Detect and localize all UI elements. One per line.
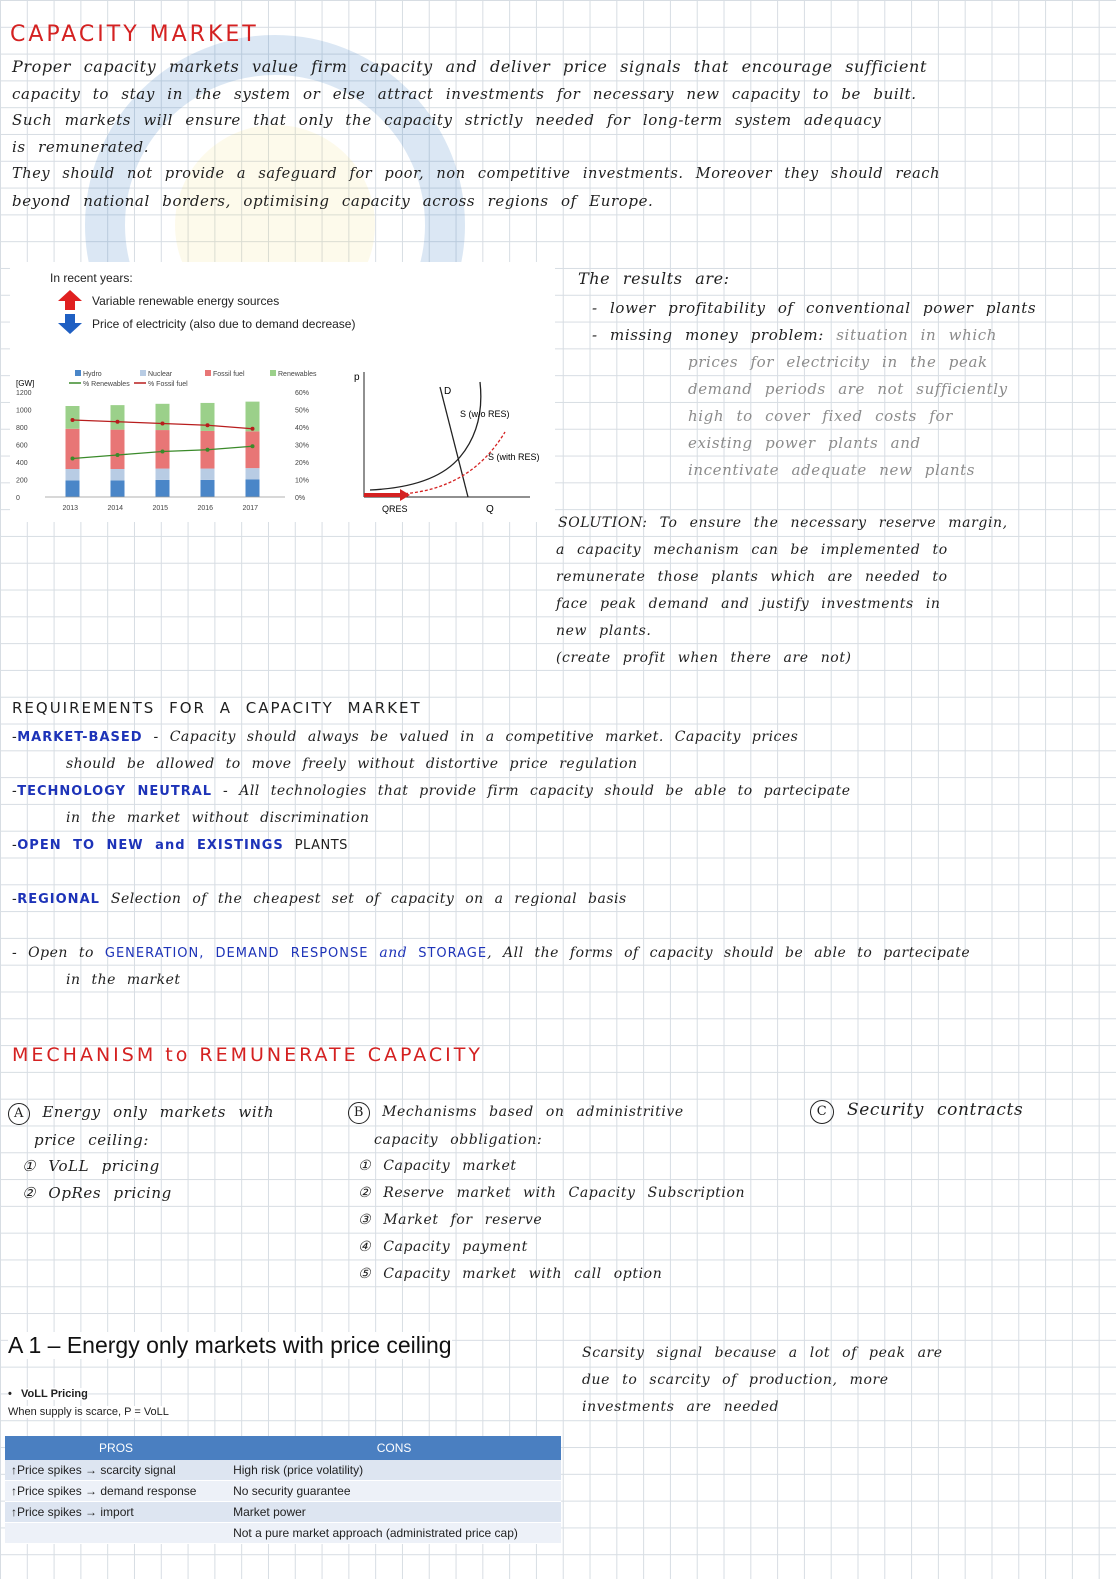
y-axis-label: [GW]: [16, 379, 35, 388]
bar-segment: [111, 469, 125, 480]
intro-line-5: They should not provide a safeguard for poor, non competitive investments. Moreover they should reach: [12, 166, 941, 182]
mech-b-item-3: ③ Market for reserve: [358, 1212, 543, 1228]
mechanism-title: MECHANISM to REMUNERATE CAPACITY: [12, 1044, 483, 1066]
supply-with-res-curve: [400, 432, 505, 494]
intro-line-6: beyond national borders, optimising capacity across regions of Europe.: [12, 192, 654, 210]
supply-wo-res-label: S (w/o RES): [460, 409, 510, 419]
req-pre-open-to: - Open to: [12, 945, 94, 961]
y2-tick-label: 40%: [295, 425, 310, 432]
legend-swatch: [140, 370, 146, 376]
mech-c-title-text: Security contracts: [847, 1100, 1024, 1120]
y2-tick-label: 50%: [295, 407, 310, 415]
a1-note-3: investments are needed: [582, 1399, 780, 1415]
bar-segment: [66, 406, 80, 429]
results-line-5: incentivate adequate new plants: [688, 461, 976, 479]
legend-label: Fossil fuel: [213, 371, 245, 378]
y-tick-label: 0: [16, 495, 20, 502]
table-row: [5, 1523, 561, 1544]
sd-x-label: Q: [486, 504, 494, 515]
req-key-regional: REGIONAL: [17, 892, 100, 907]
req-text-open: PLANTS: [294, 838, 348, 853]
a1-bullet-text: VoLL Pricing: [21, 1388, 88, 1400]
req-market-based: -MARKET-BASED - Capacity should always be valued in a competitive market. Capacity prices: [12, 729, 799, 745]
results-item-2-rest: situation in which: [836, 326, 998, 344]
bar-segment: [66, 480, 80, 497]
mech-c-letter: C: [810, 1100, 834, 1124]
x-tick-label: 2016: [197, 505, 214, 512]
y2-tick-label: 0%: [295, 495, 306, 502]
y-tick-label: 1000: [16, 407, 32, 415]
x-tick-label: 2017: [242, 505, 259, 512]
req-market-based-2: should be allowed to move freely without distortive price regulation: [66, 756, 638, 772]
y2-tick-label: 20%: [295, 460, 310, 467]
table-row: [5, 1460, 561, 1481]
table-header-cons: CONS: [227, 1436, 561, 1460]
intro-line-1: Proper capacity markets value firm capacity and deliver price signals that encourage sufficient: [12, 57, 927, 76]
mech-a-item-2: ② OpRes pricing: [22, 1184, 172, 1202]
arrow-up-icon: [58, 290, 82, 310]
bar-segment: [156, 430, 170, 469]
mech-a-title-2: price ceiling:: [34, 1131, 150, 1149]
bar-segment: [111, 480, 125, 497]
results-heading: The results are:: [578, 269, 730, 288]
legend-label: Hydro: [83, 371, 102, 378]
req-text-tech-neutral: - All technologies that provide firm capacity should be able to partecipate: [223, 783, 851, 799]
pros-cons-table: [5, 1436, 561, 1544]
bar-segment: [156, 404, 170, 430]
a1-note-1: Scarsity signal because a lot of peak are: [582, 1345, 943, 1361]
mech-c-title: [810, 1097, 1023, 1124]
y2-tick-label: 60%: [295, 390, 310, 397]
table-header-pros: PROS: [5, 1436, 227, 1460]
table-cell: ↑Price spikes → demand response: [5, 1481, 227, 1502]
req-key-tech-neutral: TECHNOLOGY NEUTRAL: [17, 784, 213, 799]
bar-chart: [10, 362, 320, 517]
a1-title: A 1 – Energy only markets with price ceiling: [8, 1332, 452, 1358]
req-open: -OPEN TO NEW and EXISTINGS PLANTS: [12, 837, 348, 853]
intro-line-3: Such markets will ensure that only the capacity strictly needed for long-term system adequacy: [12, 111, 882, 129]
y2-tick-label: 30%: [295, 442, 310, 450]
req-key-generation: GENERATION, DEMAND RESPONSE: [104, 946, 369, 961]
page-title: CAPACITY MARKET: [10, 22, 259, 47]
mech-a-title-text: Energy only markets with: [42, 1103, 275, 1121]
req-regional: -REGIONAL Selection of the cheapest set of capacity on a regional basis: [12, 891, 627, 907]
down-label: Price of electricity (also due to demand decrease): [92, 317, 356, 331]
solution-line-2: a capacity mechanism can be implemented to: [556, 542, 948, 558]
a1-bullet: • VoLL Pricing: [8, 1388, 88, 1400]
table-row: [5, 1502, 561, 1523]
table-cell: High risk (price volatility): [227, 1460, 561, 1481]
table-cell: No security guarantee: [227, 1481, 561, 1502]
results-line-2: demand periods are not sufficiently: [688, 380, 1008, 398]
y-tick-label: 600: [16, 442, 28, 450]
solution-line-4: face peak demand and justify investments in: [556, 596, 941, 612]
table-cell: ↑Price spikes → import: [5, 1502, 227, 1523]
a1-subtitle: When supply is scarce, P = VoLL: [8, 1406, 169, 1418]
intro-line-2: capacity to stay in the system or else attract investments for necessary new capacity to be built.: [12, 85, 917, 103]
legend-swatch: [205, 370, 211, 376]
bar-segment: [246, 468, 260, 479]
supply-with-res-label: S (with RES): [488, 452, 540, 462]
requirements-heading: REQUIREMENTS FOR A CAPACITY MARKET: [12, 699, 422, 717]
legend-swatch: [75, 370, 81, 376]
mech-a-title: [8, 1099, 274, 1126]
bar-segment: [111, 405, 125, 430]
supply-demand-chart: [340, 362, 540, 517]
intro-line-4: is remunerated.: [12, 138, 150, 156]
up-label: Variable renewable energy sources: [92, 294, 280, 308]
req-and: and: [379, 945, 408, 961]
bar-segment: [66, 429, 80, 469]
y-tick-label: 200: [16, 477, 28, 485]
sd-y-label: p: [354, 372, 360, 383]
bar-segment: [156, 469, 170, 480]
bar-segment: [156, 480, 170, 497]
x-tick-label: 2013: [62, 505, 79, 512]
table-row: [5, 1481, 561, 1502]
req-text-open-to: , All the forms of capacity should be able to partecipate: [487, 945, 971, 961]
bar-segment: [201, 480, 215, 497]
bar-segment: [246, 431, 260, 468]
q-res-arrow: [364, 489, 410, 501]
req-open-to: [12, 940, 970, 968]
x-tick-label: 2015: [152, 505, 169, 512]
bar-segment: [246, 480, 260, 498]
bar-segment: [201, 469, 215, 480]
a1-note-2: due to scarcity of production, more: [582, 1372, 889, 1388]
y-tick-label: 800: [16, 425, 28, 432]
req-tech-neutral-2: in the market without discrimination: [66, 810, 370, 826]
req-text-market-based: - Capacity should always be valued in a competitive market. Capacity prices: [153, 729, 799, 745]
results-item-1: - lower profitability of conventional power plants: [592, 299, 1037, 317]
demand-label: D: [444, 386, 452, 397]
mech-b-letter: B: [348, 1102, 370, 1124]
mech-b-title-2: capacity obbligation:: [374, 1132, 543, 1148]
table-cell: Market power: [227, 1502, 561, 1523]
req-key-market-based: MARKET-BASED: [17, 730, 143, 745]
arrow-down-icon: [58, 314, 82, 334]
solution-line-5: new plants.: [556, 623, 652, 639]
results-item-2-head: - missing money problem:: [592, 326, 824, 344]
y2-tick-label: 10%: [295, 477, 310, 485]
legend-label: Renewables: [278, 371, 317, 378]
req-key-storage: STORAGE: [418, 946, 488, 961]
req-text-regional: Selection of the cheapest set of capacity on a regional basis: [110, 891, 627, 907]
bar-segment: [66, 469, 80, 480]
mech-b-item-1: ① Capacity market: [358, 1158, 517, 1174]
results-line-1: prices for electricity in the peak: [688, 353, 988, 371]
legend-label: Nuclear: [148, 371, 173, 378]
legend-label: % Renewables: [83, 381, 130, 388]
table-cell: [5, 1523, 227, 1544]
results-line-4: existing power plants and: [688, 434, 921, 452]
chart-panel: [10, 262, 555, 522]
mech-a-item-1: ① VoLL pricing: [22, 1157, 160, 1175]
table-cell: Not a pure market approach (administrated price cap): [227, 1523, 561, 1544]
bar-segment: [111, 430, 125, 469]
solution-line-6: (create profit when there are not): [556, 650, 852, 666]
req-open-to-2: in the market: [66, 972, 181, 988]
solution-line-3: remunerate those plants which are needed to: [556, 569, 948, 585]
req-key-open: OPEN TO NEW and EXISTINGS: [17, 838, 284, 853]
supply-wo-res-curve: [370, 382, 481, 490]
mech-b-title-text: Mechanisms based on administritive: [382, 1104, 684, 1120]
legend-swatch: [270, 370, 276, 376]
mech-b-item-5: ⑤ Capacity market with call option: [358, 1266, 663, 1282]
req-tech-neutral: -TECHNOLOGY NEUTRAL - All technologies that provide firm capacity should be able to partecipate: [12, 783, 851, 799]
y-tick-label: 1200: [16, 390, 32, 397]
mech-b-title: [348, 1099, 684, 1126]
mech-b-item-4: ④ Capacity payment: [358, 1239, 528, 1255]
table-cell: ↑Price spikes → scarcity signal: [5, 1460, 227, 1481]
q-res-label: QRES: [382, 504, 408, 514]
y-tick-label: 400: [16, 460, 28, 467]
mech-b-item-2: ② Reserve market with Capacity Subscription: [358, 1185, 746, 1201]
recent-years-label: In recent years:: [50, 271, 133, 285]
results-line-3: high to cover fixed costs for: [688, 407, 953, 425]
x-tick-label: 2014: [107, 505, 124, 512]
mech-a-letter: A: [8, 1103, 30, 1125]
legend-label: % Fossil fuel: [148, 381, 188, 388]
results-item-2: [592, 322, 997, 349]
solution-line-1: SOLUTION: To ensure the necessary reserve margin,: [558, 515, 1008, 531]
